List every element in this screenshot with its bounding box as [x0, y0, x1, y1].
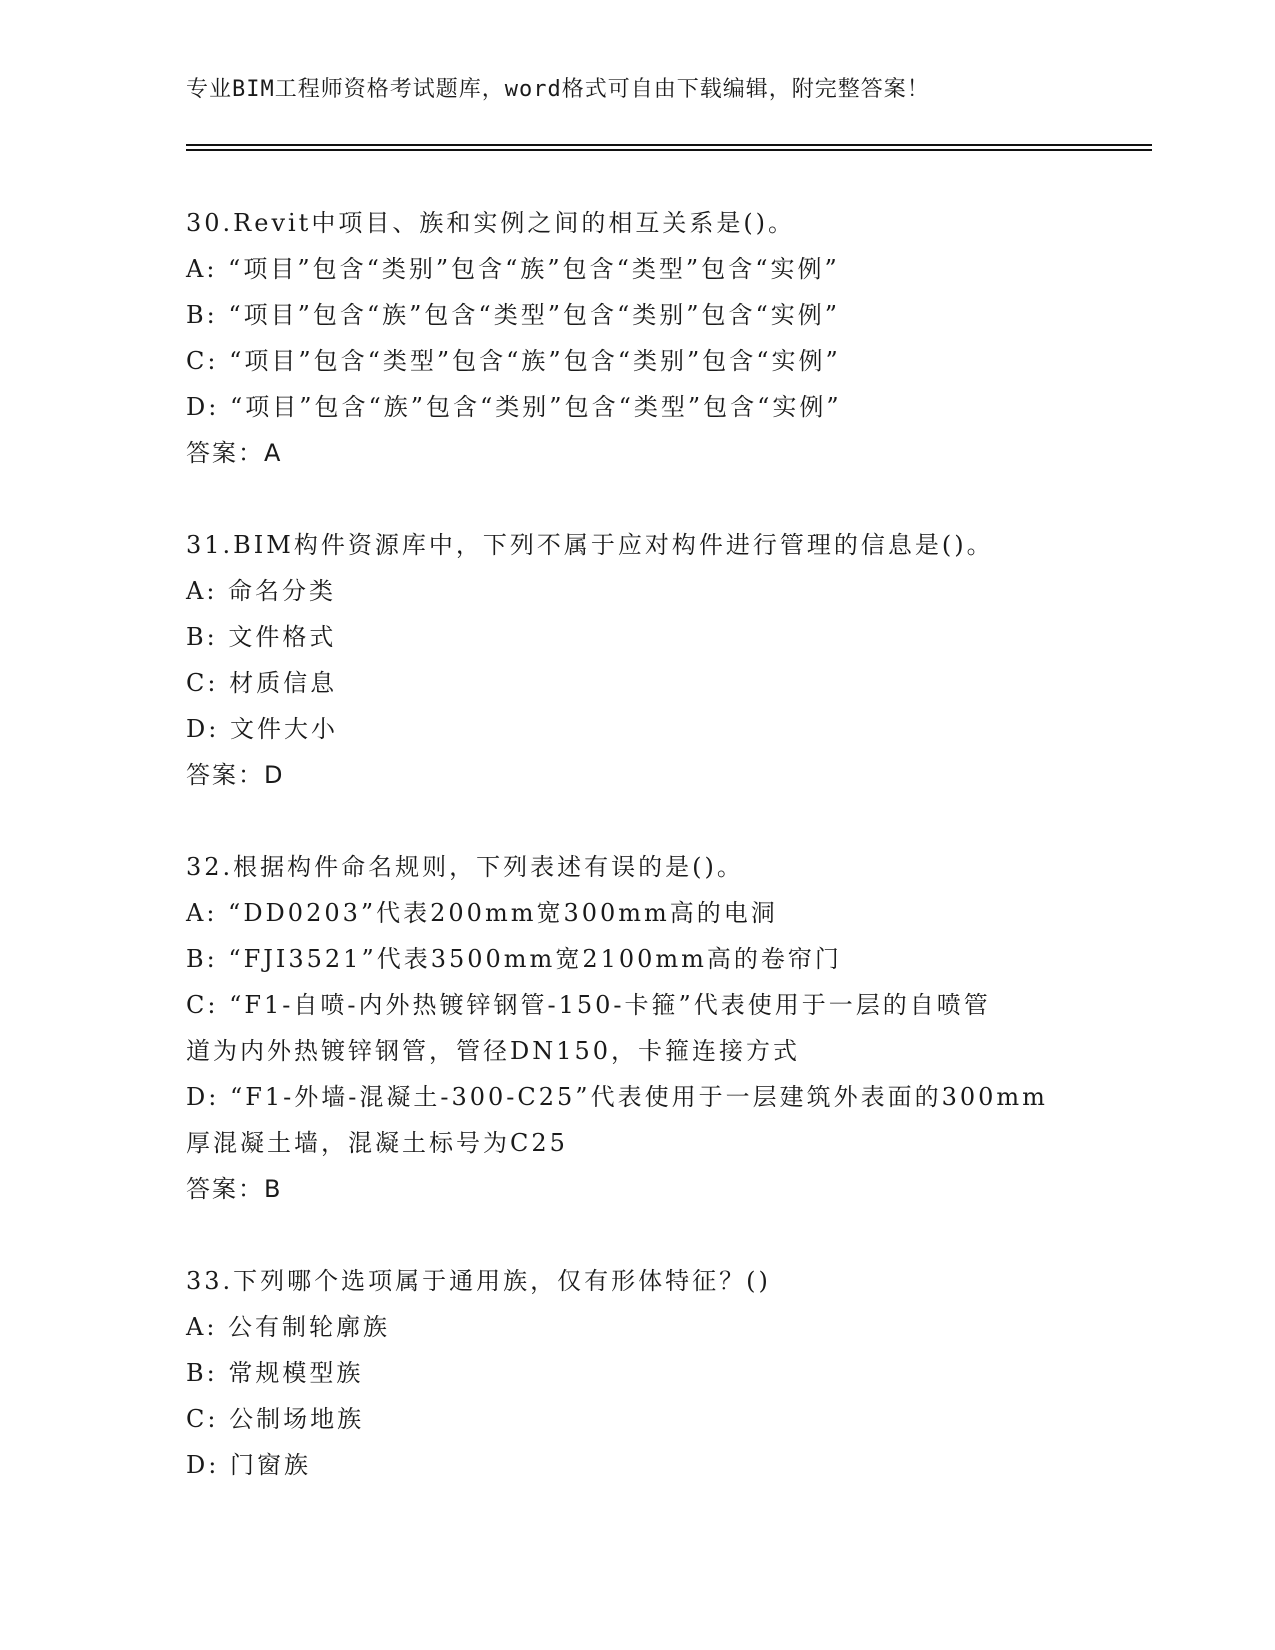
question-31 [186, 522, 1086, 798]
question-30 [186, 200, 1086, 476]
option-a: A: 公有制轮廓族 [186, 1313, 391, 1341]
option-a: A: “项目”包含“类别”包含“族”包含“类型”包含“实例” [186, 255, 840, 283]
question-33 [186, 1258, 1086, 1488]
answer: 答案：A [186, 439, 283, 467]
header-divider-bottom [186, 149, 1152, 151]
option-a: A: “DD0203”代表200mm宽300mm高的电洞 [186, 899, 778, 927]
question-stem: 33.下列哪个选项属于通用族，仅有形体特征？() [186, 1267, 771, 1295]
option-b: B: 文件格式 [186, 623, 337, 651]
option-c: C: 材质信息 [186, 669, 338, 697]
option-b: B: “项目”包含“族”包含“类型”包含“类别”包含“实例” [186, 301, 841, 329]
page-header: 专业BIM工程师资格考试题库，word格式可自由下载编辑，附完整答案！ [186, 77, 930, 102]
option-d-continued: 厚混凝土墙，混凝土标号为C25 [186, 1129, 568, 1157]
answer: 答案：B [186, 1175, 283, 1203]
option-b: B: 常规模型族 [186, 1359, 364, 1387]
spacer [186, 798, 1086, 844]
answer: 答案：D [186, 761, 285, 789]
question-stem: 31.BIM构件资源库中，下列不属于应对构件进行管理的信息是()。 [186, 531, 994, 559]
option-d: D: 文件大小 [186, 715, 338, 743]
spacer [186, 1212, 1086, 1258]
question-list [186, 200, 1086, 1488]
option-a: A: 命名分类 [186, 577, 337, 605]
option-c-continued: 道为内外热镀锌钢管，管径DN150，卡箍连接方式 [186, 1037, 801, 1065]
option-c: C: 公制场地族 [186, 1405, 365, 1433]
question-stem: 32.根据构件命名规则，下列表述有误的是()。 [186, 853, 744, 881]
spacer [186, 476, 1086, 522]
option-c: C: “项目”包含“类型”包含“族”包含“类别”包含“实例” [186, 347, 841, 375]
option-b: B: “FJI3521”代表3500mm宽2100mm高的卷帘门 [186, 945, 842, 973]
option-d: D: “项目”包含“族”包含“类别”包含“类型”包含“实例” [186, 393, 842, 421]
question-32 [186, 844, 1086, 1212]
option-c: C: “F1-自喷-内外热镀锌钢管-150-卡箍”代表使用于一层的自喷管 [186, 991, 991, 1019]
option-d: D: “F1-外墙-混凝土-300-C25”代表使用于一层建筑外表面的300mm [186, 1083, 1048, 1111]
question-stem: 30.Revit中项目、族和实例之间的相互关系是()。 [186, 209, 796, 237]
header-divider-top [186, 144, 1152, 146]
option-d: D: 门窗族 [186, 1451, 311, 1479]
